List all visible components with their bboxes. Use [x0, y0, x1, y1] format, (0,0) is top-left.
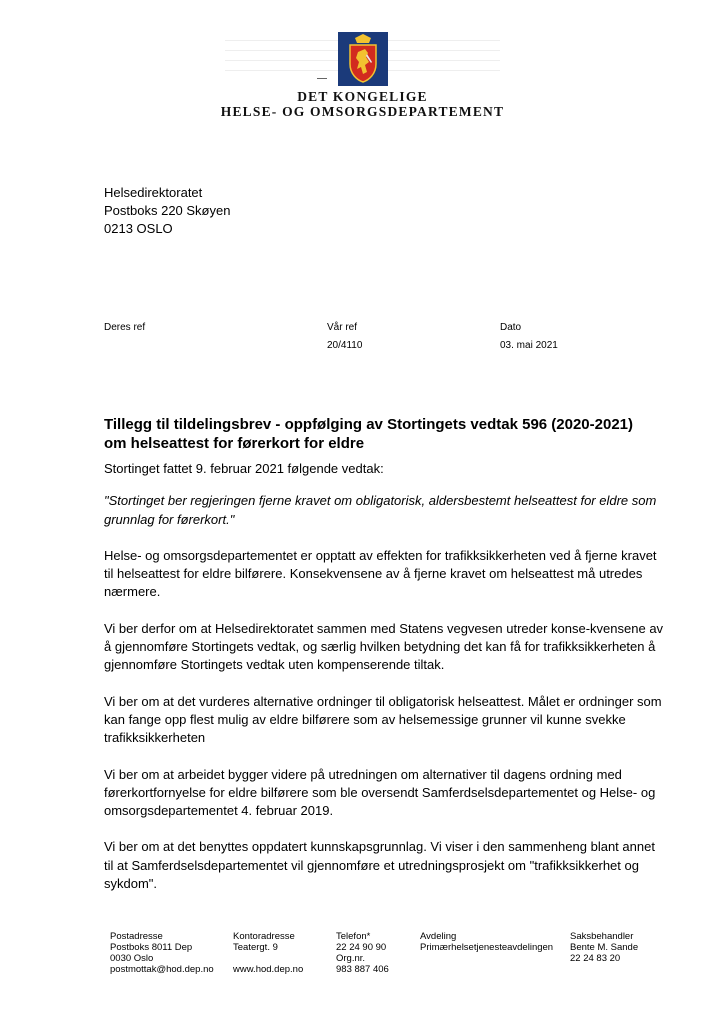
recipient-postal: 0213 OSLO — [104, 221, 173, 236]
letter-paragraph-1: Helse- og omsorgsdepartementet er opptatt av effekten for trafikksikkerheten ved å fjerne kravet til helseattest for eldre bilførere. Konsekvensene av å fjerne kravet om helseattest må utredes nærmere. — [104, 547, 657, 600]
footer-avdeling-label: Avdeling — [420, 931, 457, 942]
var-ref — [327, 319, 362, 355]
recipient-box: Postboks 220 Skøyen — [104, 203, 231, 218]
letter-paragraph-2: Vi ber derfor om at Helsedirektoratet sammen med Statens vegvesen utreder konse-kvensene av å gjennomføre Stortingets vedtak, og særlig hvilken betydning det kan få for trafikksikkerheten å gjennomføre Stortingets vedtak uten kompenserende tiltak. — [104, 620, 664, 673]
recipient-address — [104, 184, 230, 238]
footer-telefon — [336, 931, 389, 975]
letter-paragraph-5: Vi ber om at det benyttes oppdatert kunnskapsgrunnlag. Vi viser i den sammenheng blant annet til at Samferdselsdepartementet vil gjennomføre et utredningsprosjekt om "trafikksikkerhet og sykdom". — [104, 839, 655, 892]
footer-postadresse — [110, 931, 214, 975]
footer-orgnr-label: Org.nr. — [336, 953, 366, 964]
footer-kontoradresse — [233, 931, 303, 975]
letter-paragraph-4: Vi ber om at arbeidet bygger videre på utredningen om alternativer til dagens ordning med førerkortfornyelse for eldre bilførere som ble oversendt Samferdselsdepartementet og Helse- og omsorgsdepartementet 4. februar 2019. — [104, 766, 656, 819]
footer-kontoradresse-label: Kontoradresse — [233, 931, 295, 942]
dato — [500, 319, 558, 355]
footer-telefon-label: Telefon* — [336, 931, 371, 942]
deres-ref — [104, 319, 145, 337]
footer-kontoradresse-blank — [233, 953, 303, 964]
letter-intro: Stortinget fattet 9. februar 2021 følgende vedtak: — [104, 461, 384, 476]
footer-avdeling — [420, 931, 553, 953]
department-logo — [0, 32, 725, 91]
footer-saksbehandler — [570, 931, 638, 964]
dato-value: 03. mai 2021 — [500, 340, 558, 351]
footer-email: postmottak@hod.dep.no — [110, 964, 214, 975]
footer-website: www.hod.dep.no — [233, 964, 304, 975]
footer-avdeling-value: Primærhelsetjenesteavdelingen — [420, 942, 554, 953]
letter-paragraph-3: Vi ber om at det vurderes alternative ordninger til obligatorisk helseattest. Målet er ordninger som kan fange opp flest mulig av eldre bilførere som av helsemessige grunner vil kunne svekke trafikksikkerheten — [104, 693, 662, 746]
var-ref-label: Vår ref — [327, 322, 358, 333]
var-ref-value: 20/4110 — [327, 340, 363, 351]
recipient-name: Helsedirektoratet — [104, 185, 203, 200]
letter-body — [104, 460, 664, 911]
footer-saksbehandler-phone: 22 24 83 20 — [570, 953, 621, 964]
footer-kontoradresse-street: Teatergt. 9 — [233, 942, 278, 953]
deres-ref-label: Deres ref — [104, 322, 146, 333]
footer-telefon-number: 22 24 90 90 — [336, 942, 387, 953]
letter-quote: "Stortinget ber regjeringen fjerne kravet om obligatorisk, aldersbestemt helseattest for eldre som grunnlag for førerkort." — [104, 493, 657, 527]
letter-title: Tillegg til tildelingsbrev - oppfølging av Stortingets vedtak 596 (2020-2021) om helseattest for førerkort for eldre — [104, 416, 634, 452]
footer-orgnr-value: 983 887 406 — [336, 964, 389, 975]
footer-postadresse-postal: 0030 Oslo — [110, 953, 154, 964]
footer-saksbehandler-label: Saksbehandler — [570, 931, 634, 942]
footer-postadresse-label: Postadresse — [110, 931, 163, 942]
norwegian-coat-of-arms-icon — [338, 32, 388, 86]
department-name-line1: DET KONGELIGE — [297, 89, 428, 104]
footer-saksbehandler-name: Bente M. Sande — [570, 942, 639, 953]
footer-postadresse-box: Postboks 8011 Dep — [110, 942, 193, 953]
department-name-line2: HELSE- OG OMSORGSDEPARTEMENT — [220, 104, 505, 119]
dato-label: Dato — [500, 322, 522, 333]
header-divider-left — [317, 78, 327, 79]
